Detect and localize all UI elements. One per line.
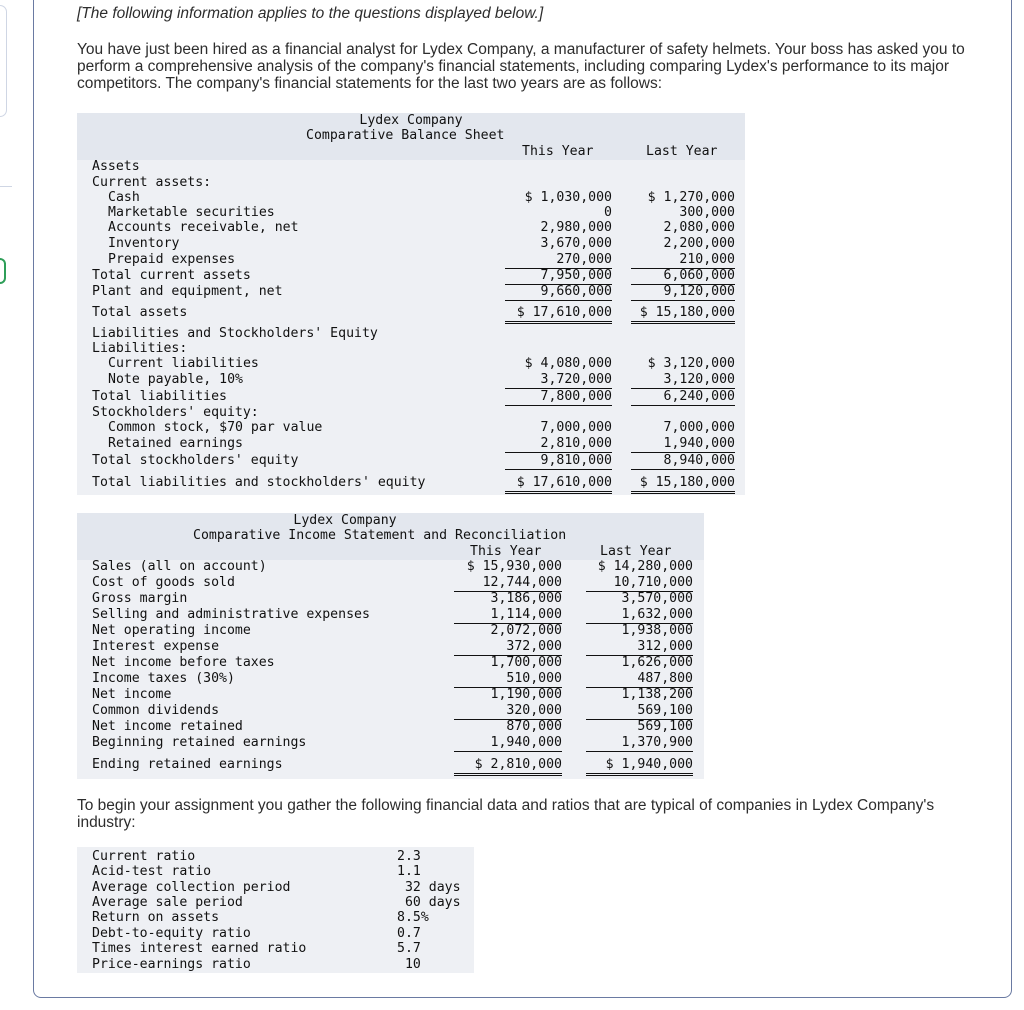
- balance-sheet-cell-last-year: $ 15,180,000: [631, 305, 735, 324]
- balance-sheet-cell-this-year: 2,980,000: [540, 220, 612, 235]
- balance-sheet-row-label: Note payable, 10%: [108, 372, 243, 387]
- income-statement-row-label: Net income retained: [92, 719, 243, 734]
- balance-sheet-company: Lydex Company: [359, 113, 463, 128]
- balance-sheet-row-label: Liabilities and Stockholders' Equity: [92, 326, 378, 341]
- balance-sheet-cell-this-year: 0: [604, 205, 612, 220]
- balance-sheet-cell-this-year: 3,670,000: [540, 236, 612, 251]
- income-statement-row-label: Net income: [92, 687, 172, 702]
- balance-sheet-cell-last-year: 2,080,000: [663, 220, 735, 235]
- industry-ratio-value: 5.7: [397, 941, 421, 956]
- income-statement-cell-this-year: 320,000: [454, 703, 562, 720]
- income-statement-row-label: Net operating income: [92, 623, 251, 638]
- balance-sheet-row-label: Total current assets: [92, 268, 251, 283]
- balance-sheet-row-label: Assets: [92, 159, 140, 174]
- balance-sheet-row-label: Retained earnings: [108, 436, 243, 451]
- income-statement-row-label: Selling and administrative expenses: [92, 607, 370, 622]
- income-statement-cell-last-year: 487,800: [586, 671, 693, 688]
- industry-ratio-label: Average collection period: [92, 880, 291, 895]
- balance-sheet-cell-last-year: 3,120,000: [631, 372, 735, 389]
- balance-sheet-cell-this-year: $ 17,610,000: [505, 305, 612, 324]
- balance-sheet-row-label: Total liabilities: [92, 389, 227, 404]
- income-statement-row-label: Gross margin: [92, 591, 188, 606]
- balance-sheet-cell-this-year: $ 4,080,000: [524, 356, 612, 371]
- balance-sheet-row-label: Accounts receivable, net: [108, 220, 299, 235]
- side-progress-marker: [0, 258, 6, 284]
- balance-sheet-row-label: Marketable securities: [108, 205, 275, 220]
- income-statement-row-label: Income taxes (30%): [92, 671, 235, 686]
- balance-sheet-cell-this-year: 9,810,000: [505, 453, 612, 470]
- intro-paragraph: You have just been hired as a financial analyst for Lydex Company, a manufacturer of safety helmets. Your boss has asked you to perform a comprehensive analysis of the company's financial statements, including comparing Lydex's performance to its major competitors. The company's financial statements for the last two years are as follows:: [77, 41, 965, 92]
- balance-sheet-col-this: This Year: [522, 144, 594, 159]
- balance-sheet-cell-this-year: $ 17,610,000: [505, 475, 612, 494]
- balance-sheet-cell-this-year: 7,000,000: [540, 420, 612, 435]
- industry-ratio-value: 2.3: [397, 849, 421, 864]
- balance-sheet-cell-last-year: $ 3,120,000: [647, 356, 735, 371]
- balance-sheet-cell-this-year: 270,000: [505, 252, 612, 269]
- balance-sheet-cell-last-year: 210,000: [631, 252, 735, 269]
- balance-sheet-row-label: Total stockholders' equity: [92, 453, 299, 468]
- balance-sheet-cell-this-year: 7,950,000: [505, 268, 612, 285]
- income-statement-cell-this-year: 1,700,000: [490, 655, 562, 670]
- balance-sheet-cell-this-year: 3,720,000: [505, 372, 612, 389]
- side-tab: [0, 5, 7, 117]
- income-statement-cell-this-year: 1,940,000: [454, 735, 562, 752]
- balance-sheet-cell-last-year: 2,200,000: [663, 236, 735, 251]
- balance-sheet-title: Comparative Balance Sheet: [306, 128, 505, 143]
- balance-sheet-cell-this-year: $ 1,030,000: [524, 190, 612, 205]
- income-statement-cell-this-year: 510,000: [454, 671, 562, 688]
- balance-sheet-row-label: Liabilities:: [92, 341, 188, 356]
- industry-ratio-label: Average sale period: [92, 895, 243, 910]
- balance-sheet-row-label: Prepaid expenses: [108, 252, 236, 267]
- balance-sheet-row-label: Total assets: [92, 305, 188, 320]
- industry-ratio-label: Acid-test ratio: [92, 864, 212, 879]
- income-statement-cell-last-year: 1,938,000: [621, 623, 693, 638]
- income-statement-cell-last-year: 3,570,000: [621, 591, 693, 606]
- balance-sheet-cell-last-year: $ 15,180,000: [631, 475, 735, 494]
- industry-ratio-label: Current ratio: [92, 849, 196, 864]
- industry-ratio-label: Times interest earned ratio: [92, 941, 307, 956]
- income-statement-cell-this-year: 372,000: [454, 639, 562, 656]
- income-statement-cell-this-year: 2,072,000: [490, 623, 562, 638]
- industry-ratio-label: Price-earnings ratio: [92, 957, 251, 972]
- income-statement-cell-last-year: 569,100: [586, 703, 693, 720]
- industry-ratio-value: 10: [397, 957, 421, 972]
- balance-sheet-cell-last-year: 7,000,000: [663, 420, 735, 435]
- balance-sheet-row-label: Current assets:: [92, 175, 212, 190]
- income-statement-cell-this-year: 3,186,000: [490, 591, 562, 606]
- balance-sheet-cell-last-year: 300,000: [679, 205, 735, 220]
- income-statement-cell-last-year: 1,626,000: [621, 655, 693, 670]
- income-statement-company: Lydex Company: [293, 513, 397, 528]
- balance-sheet-cell-last-year: 6,240,000: [631, 389, 735, 406]
- income-statement-cell-this-year: $ 2,810,000: [454, 757, 562, 776]
- balance-sheet-row-label: Plant and equipment, net: [92, 284, 283, 299]
- industry-ratio-label: Debt-to-equity ratio: [92, 926, 251, 941]
- income-statement-cell-last-year: $ 1,940,000: [586, 757, 693, 776]
- income-statement-row-label: Beginning retained earnings: [92, 735, 307, 750]
- industry-ratio-value: 1.1: [397, 864, 421, 879]
- industry-ratio-value: 8.5%: [397, 910, 429, 925]
- balance-sheet-cell-last-year: $ 1,270,000: [647, 190, 735, 205]
- income-statement-cell-last-year: 1,138,200: [621, 687, 693, 702]
- income-statement-title: Comparative Income Statement and Reconciliation: [193, 528, 567, 543]
- balance-sheet-row-label: Current liabilities: [108, 356, 259, 371]
- income-statement-cell-this-year: 870,000: [506, 719, 562, 734]
- income-statement-cell-this-year: 1,190,000: [490, 687, 562, 702]
- balance-sheet-cell-last-year: 9,120,000: [631, 284, 735, 301]
- income-statement-cell-this-year: 12,744,000: [454, 575, 562, 592]
- income-statement-cell-last-year: 312,000: [586, 639, 693, 656]
- income-statement-row-label: Ending retained earnings: [92, 757, 283, 772]
- income-statement-row-label: Common dividends: [92, 703, 220, 718]
- income-statement-cell-this-year: 1,114,000: [454, 607, 562, 624]
- income-statement-row-label: Cost of goods sold: [92, 575, 235, 590]
- balance-sheet-row-label: Inventory: [108, 236, 180, 251]
- industry-ratio-value: 60 days: [397, 895, 461, 910]
- income-statement-cell-last-year: $ 14,280,000: [597, 559, 693, 574]
- income-statement-cell-last-year: 1,370,900: [586, 735, 693, 752]
- income-statement-row-label: Interest expense: [92, 639, 220, 654]
- income-statement-cell-last-year: 569,100: [637, 719, 693, 734]
- industry-ratio-value: 32 days: [397, 880, 461, 895]
- balance-sheet-cell-this-year: 2,810,000: [505, 436, 612, 453]
- balance-sheet-cell-this-year: 7,800,000: [505, 389, 612, 406]
- balance-sheet-row-label: Total liabilities and stockholders' equity: [92, 475, 426, 490]
- side-divider: [0, 186, 12, 187]
- balance-sheet-cell-this-year: 9,660,000: [505, 284, 612, 301]
- balance-sheet-cell-last-year: 1,940,000: [631, 436, 735, 453]
- balance-sheet-cell-last-year: 8,940,000: [631, 453, 735, 470]
- income-statement-cell-last-year: 10,710,000: [586, 575, 693, 592]
- balance-sheet-col-last: Last Year: [646, 144, 718, 159]
- income-statement-col-last: Last Year: [600, 544, 672, 559]
- income-statement-row-label: Net income before taxes: [92, 655, 275, 670]
- income-statement-cell-last-year: 1,632,000: [586, 607, 693, 624]
- balance-sheet-cell-last-year: 6,060,000: [631, 268, 735, 285]
- industry-ratio-label: Return on assets: [92, 910, 220, 925]
- balance-sheet-row-label: Stockholders' equity:: [92, 405, 259, 420]
- industry-ratio-value: 0.7: [397, 926, 421, 941]
- intro-note: [The following information applies to the questions displayed below.]: [77, 5, 544, 22]
- income-statement-cell-this-year: $ 15,930,000: [466, 559, 562, 574]
- outro-paragraph: To begin your assignment you gather the following financial data and ratios that are typical of companies in Lydex Company's industry:: [77, 797, 935, 831]
- balance-sheet-row-label: Common stock, $70 par value: [108, 420, 323, 435]
- income-statement-col-this: This Year: [470, 544, 542, 559]
- income-statement-row-label: Sales (all on account): [92, 559, 267, 574]
- balance-sheet-row-label: Cash: [108, 190, 140, 205]
